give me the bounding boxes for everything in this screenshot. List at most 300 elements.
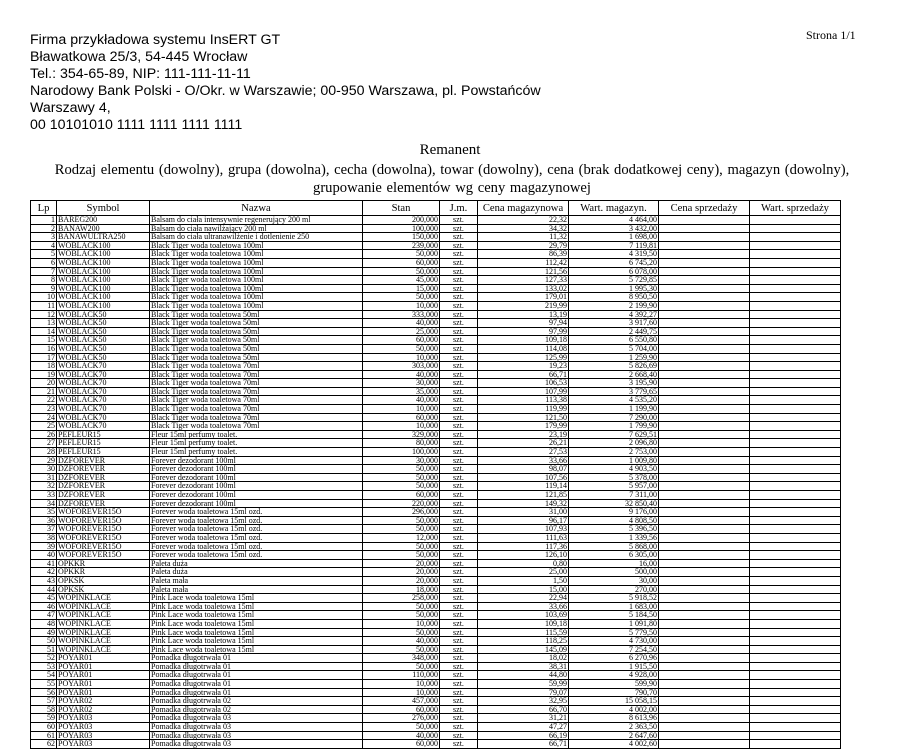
cell-lp: 47 [31,611,57,620]
table-row [31,508,841,517]
cell-sale-price [659,344,750,353]
cell-warehouse-value: 1 009,80 [569,456,659,465]
cell-warehouse-price: 107,93 [478,525,569,534]
cell-name: Black Tiger woda toaletowa 70ml [150,422,363,431]
cell-warehouse-value: 6 745,20 [569,258,659,267]
cell-lp: 18 [31,362,57,371]
cell-warehouse-value: 270,00 [569,585,659,594]
table-row [31,637,841,646]
cell-sale-value [750,662,841,671]
cell-symbol: WOBLACK100 [57,284,150,293]
cell-unit: szt. [440,628,478,637]
cell-unit: szt. [440,224,478,233]
cell-lp: 35 [31,508,57,517]
table-row [31,680,841,689]
cell-lp: 41 [31,559,57,568]
table-row [31,473,841,482]
cell-sale-price [659,619,750,628]
cell-quantity: 50,000 [363,723,440,732]
cell-warehouse-value: 2 753,00 [569,448,659,457]
cell-sale-price [659,216,750,225]
cell-unit: szt. [440,688,478,697]
cell-symbol: WOFOREVER15O [57,508,150,517]
cell-quantity: 10,000 [363,422,440,431]
cell-warehouse-value: 4 535,20 [569,396,659,405]
cell-symbol: WOPINKLACE [57,602,150,611]
column-header-quantity: Stan [363,201,440,216]
cell-unit: szt. [440,482,478,491]
column-header-lp: Lp [31,201,57,216]
cell-unit: szt. [440,456,478,465]
cell-name: Black Tiger woda toaletowa 50ml [150,327,363,336]
cell-quantity: 150,000 [363,233,440,242]
table-row [31,705,841,714]
cell-symbol: POYAR03 [57,714,150,723]
cell-quantity: 10,000 [363,405,440,414]
cell-name: Pink Lace woda toaletowa 15ml [150,637,363,646]
cell-sale-value [750,379,841,388]
cell-lp: 59 [31,714,57,723]
cell-warehouse-value: 2 096,80 [569,439,659,448]
cell-sale-value [750,293,841,302]
cell-symbol: WOBLACK50 [57,327,150,336]
cell-quantity: 50,000 [363,267,440,276]
cell-name: Forever woda toaletowa 15ml ozd. [150,525,363,534]
cell-sale-value [750,611,841,620]
cell-unit: szt. [440,465,478,474]
cell-sale-price [659,628,750,637]
cell-lp: 53 [31,662,57,671]
cell-quantity: 50,000 [363,628,440,637]
table-row [31,568,841,577]
cell-sale-value [750,439,841,448]
cell-name: Balsam do ciała intensywnie regenerujący 200 ml [150,216,363,225]
cell-warehouse-price: 98,07 [478,465,569,474]
cell-name: Paleta mała [150,576,363,585]
cell-symbol: DZFOREVER [57,473,150,482]
cell-quantity: 296,000 [363,508,440,517]
cell-warehouse-value: 7 254,50 [569,645,659,654]
cell-quantity: 50,000 [363,602,440,611]
cell-unit: szt. [440,267,478,276]
cell-sale-price [659,276,750,285]
cell-warehouse-price: 125,99 [478,353,569,362]
cell-name: Pink Lace woda toaletowa 15ml [150,628,363,637]
cell-name: Black Tiger woda toaletowa 100ml [150,293,363,302]
cell-name: Pomadka długotrwała 03 [150,740,363,749]
cell-name: Black Tiger woda toaletowa 50ml [150,336,363,345]
cell-lp: 9 [31,284,57,293]
cell-quantity: 20,000 [363,559,440,568]
cell-unit: szt. [440,216,478,225]
cell-unit: szt. [440,576,478,585]
table-row [31,533,841,542]
cell-symbol: WOPINKLACE [57,637,150,646]
cell-sale-price [659,491,750,500]
cell-sale-value [750,353,841,362]
cell-symbol: WOBLACK70 [57,362,150,371]
cell-sale-price [659,465,750,474]
cell-symbol: WOBLACK100 [57,301,150,310]
cell-quantity: 50,000 [363,542,440,551]
cell-sale-price [659,740,750,749]
table-row [31,688,841,697]
cell-lp: 13 [31,319,57,328]
cell-lp: 56 [31,688,57,697]
table-row [31,714,841,723]
cell-quantity: 40,000 [363,319,440,328]
cell-sale-price [659,688,750,697]
cell-warehouse-price: 34,32 [478,224,569,233]
cell-sale-price [659,267,750,276]
cell-symbol: WOBLACK70 [57,387,150,396]
table-header-row [31,201,841,216]
cell-lp: 29 [31,456,57,465]
cell-name: Pink Lace woda toaletowa 15ml [150,645,363,654]
cell-unit: szt. [440,258,478,267]
table-row [31,525,841,534]
cell-unit: szt. [440,508,478,517]
cell-name: Black Tiger woda toaletowa 70ml [150,370,363,379]
cell-warehouse-value: 7 119,81 [569,241,659,250]
table-row [31,396,841,405]
cell-warehouse-price: 13,19 [478,310,569,319]
cell-sale-price [659,456,750,465]
cell-symbol: OPKKR [57,568,150,577]
cell-quantity: 60,000 [363,740,440,749]
table-row [31,611,841,620]
cell-quantity: 10,000 [363,688,440,697]
cell-lp: 52 [31,654,57,663]
cell-lp: 15 [31,336,57,345]
cell-name: Pomadka długotrwała 01 [150,654,363,663]
cell-warehouse-price: 26,21 [478,439,569,448]
cell-sale-value [750,714,841,723]
cell-lp: 21 [31,387,57,396]
cell-unit: szt. [440,602,478,611]
cell-symbol: WOBLACK50 [57,344,150,353]
cell-symbol: WOFOREVER15O [57,533,150,542]
cell-quantity: 60,000 [363,258,440,267]
cell-sale-value [750,619,841,628]
cell-warehouse-value: 3 432,00 [569,224,659,233]
cell-warehouse-value: 6 550,80 [569,336,659,345]
cell-sale-price [659,473,750,482]
cell-warehouse-price: 179,01 [478,293,569,302]
cell-unit: szt. [440,611,478,620]
cell-symbol: POYAR01 [57,688,150,697]
cell-quantity: 10,000 [363,680,440,689]
cell-warehouse-price: 97,99 [478,327,569,336]
cell-lp: 55 [31,680,57,689]
cell-warehouse-value: 1 199,90 [569,405,659,414]
cell-warehouse-value: 6 305,00 [569,551,659,560]
cell-warehouse-price: 66,70 [478,705,569,714]
cell-warehouse-value: 5 729,85 [569,276,659,285]
cell-lp: 14 [31,327,57,336]
cell-warehouse-price: 118,25 [478,637,569,646]
cell-symbol: PEFLEUR15 [57,448,150,457]
cell-quantity: 457,000 [363,697,440,706]
cell-warehouse-price: 15,00 [478,585,569,594]
cell-warehouse-value: 790,70 [569,688,659,697]
cell-sale-price [659,516,750,525]
cell-sale-value [750,465,841,474]
cell-warehouse-value: 2 363,50 [569,723,659,732]
cell-symbol: POYAR01 [57,680,150,689]
cell-name: Forever dezodorant 100ml [150,482,363,491]
cell-warehouse-value: 500,00 [569,568,659,577]
cell-unit: szt. [440,473,478,482]
cell-sale-value [750,430,841,439]
cell-sale-value [750,533,841,542]
cell-warehouse-price: 119,99 [478,405,569,414]
cell-lp: 51 [31,645,57,654]
cell-sale-price [659,671,750,680]
cell-sale-value [750,387,841,396]
cell-sale-value [750,688,841,697]
cell-warehouse-price: 126,10 [478,551,569,560]
cell-symbol: WOPINKLACE [57,594,150,603]
cell-sale-price [659,413,750,422]
cell-symbol: WOBLACK100 [57,250,150,259]
cell-warehouse-value: 6 270,96 [569,654,659,663]
cell-sale-value [750,310,841,319]
cell-symbol: WOFOREVER15O [57,516,150,525]
cell-lp: 2 [31,224,57,233]
cell-symbol: BANAWULTRA250 [57,233,150,242]
cell-quantity: 239,000 [363,241,440,250]
table-row [31,362,841,371]
cell-sale-price [659,379,750,388]
cell-quantity: 40,000 [363,731,440,740]
cell-warehouse-price: 133,02 [478,284,569,293]
cell-sale-value [750,362,841,371]
table-row [31,241,841,250]
cell-unit: szt. [440,645,478,654]
cell-lp: 23 [31,405,57,414]
table-row [31,336,841,345]
cell-unit: szt. [440,336,478,345]
cell-lp: 19 [31,370,57,379]
cell-warehouse-price: 11,32 [478,233,569,242]
cell-quantity: 50,000 [363,250,440,259]
cell-name: Black Tiger woda toaletowa 100ml [150,241,363,250]
cell-symbol: PEFLEUR15 [57,430,150,439]
cell-warehouse-price: 0,80 [478,559,569,568]
cell-sale-value [750,276,841,285]
cell-sale-price [659,662,750,671]
cell-symbol: WOBLACK100 [57,267,150,276]
column-header-warehouse-value: Wart. magazyn. [569,201,659,216]
cell-unit: szt. [440,430,478,439]
cell-sale-value [750,723,841,732]
cell-unit: szt. [440,387,478,396]
cell-symbol: OPKKR [57,559,150,568]
table-row [31,723,841,732]
cell-warehouse-value: 1 259,90 [569,353,659,362]
cell-quantity: 50,000 [363,473,440,482]
cell-warehouse-value: 1 339,56 [569,533,659,542]
cell-sale-value [750,301,841,310]
cell-sale-price [659,731,750,740]
cell-warehouse-value: 8 613,96 [569,714,659,723]
cell-name: Fleur 15ml perfumy toalet. [150,430,363,439]
cell-warehouse-price: 114,08 [478,344,569,353]
cell-symbol: POYAR01 [57,662,150,671]
cell-symbol: OPKSK [57,585,150,594]
cell-quantity: 100,000 [363,224,440,233]
cell-sale-value [750,482,841,491]
table-row [31,319,841,328]
cell-sale-value [750,448,841,457]
cell-symbol: WOPINKLACE [57,628,150,637]
cell-symbol: WOBLACK70 [57,370,150,379]
cell-sale-value [750,516,841,525]
cell-warehouse-value: 1 091,80 [569,619,659,628]
cell-quantity: 50,000 [363,662,440,671]
cell-unit: szt. [440,723,478,732]
cell-quantity: 20,000 [363,576,440,585]
cell-quantity: 100,000 [363,448,440,457]
cell-warehouse-price: 121,50 [478,413,569,422]
cell-sale-price [659,396,750,405]
cell-sale-price [659,370,750,379]
cell-quantity: 15,000 [363,284,440,293]
cell-unit: szt. [440,680,478,689]
cell-lp: 46 [31,602,57,611]
table-row [31,731,841,740]
cell-quantity: 40,000 [363,370,440,379]
cell-warehouse-price: 25,00 [478,568,569,577]
cell-warehouse-value: 4 928,00 [569,671,659,680]
cell-name: Paleta duża [150,568,363,577]
cell-warehouse-value: 1 698,00 [569,233,659,242]
cell-lp: 34 [31,499,57,508]
cell-warehouse-value: 2 449,75 [569,327,659,336]
cell-warehouse-value: 3 195,90 [569,379,659,388]
cell-symbol: POYAR02 [57,697,150,706]
cell-unit: szt. [440,594,478,603]
table-row [31,576,841,585]
cell-sale-value [750,422,841,431]
cell-quantity: 333,000 [363,310,440,319]
cell-quantity: 110,000 [363,671,440,680]
cell-sale-value [750,284,841,293]
cell-unit: szt. [440,705,478,714]
cell-unit: szt. [440,405,478,414]
cell-name: Paleta duża [150,559,363,568]
cell-unit: szt. [440,448,478,457]
cell-sale-value [750,336,841,345]
table-row [31,465,841,474]
cell-sale-price [659,448,750,457]
cell-symbol: POYAR01 [57,671,150,680]
cell-warehouse-value: 4 319,50 [569,250,659,259]
cell-lp: 26 [31,430,57,439]
cell-warehouse-price: 22,94 [478,594,569,603]
cell-sale-value [750,491,841,500]
cell-quantity: 80,000 [363,439,440,448]
cell-sale-value [750,576,841,585]
cell-symbol: DZFOREVER [57,499,150,508]
cell-name: Pomadka długotrwała 03 [150,723,363,732]
cell-lp: 12 [31,310,57,319]
cell-sale-price [659,559,750,568]
cell-symbol: DZFOREVER [57,456,150,465]
cell-warehouse-value: 4 464,00 [569,216,659,225]
cell-name: Pomadka długotrwała 01 [150,680,363,689]
cell-lp: 48 [31,619,57,628]
cell-unit: szt. [440,284,478,293]
cell-quantity: 348,000 [363,654,440,663]
cell-lp: 37 [31,525,57,534]
table-row [31,448,841,457]
cell-warehouse-price: 97,94 [478,319,569,328]
cell-quantity: 60,000 [363,705,440,714]
cell-sale-value [750,645,841,654]
cell-sale-price [659,594,750,603]
cell-name: Pomadka długotrwała 02 [150,697,363,706]
report-title: Remanent [419,142,481,158]
cell-sale-value [750,559,841,568]
cell-sale-value [750,327,841,336]
table-row [31,602,841,611]
table-row [31,422,841,431]
cell-sale-price [659,611,750,620]
cell-sale-price [659,258,750,267]
cell-lp: 11 [31,301,57,310]
table-row [31,499,841,508]
cell-lp: 45 [31,594,57,603]
table-row [31,551,841,560]
cell-name: Black Tiger woda toaletowa 50ml [150,353,363,362]
cell-lp: 33 [31,491,57,500]
cell-warehouse-price: 103,69 [478,611,569,620]
cell-name: Fleur 15ml perfumy toalet. [150,448,363,457]
cell-unit: szt. [440,276,478,285]
cell-quantity: 329,000 [363,430,440,439]
cell-lp: 20 [31,379,57,388]
cell-name: Forever woda toaletowa 15ml ozd. [150,508,363,517]
cell-unit: szt. [440,637,478,646]
cell-quantity: 220,000 [363,499,440,508]
cell-warehouse-price: 66,71 [478,740,569,749]
cell-warehouse-value: 5 704,00 [569,344,659,353]
cell-warehouse-value: 5 826,69 [569,362,659,371]
cell-sale-price [659,284,750,293]
cell-sale-price [659,499,750,508]
cell-lp: 7 [31,267,57,276]
cell-unit: szt. [440,370,478,379]
cell-symbol: WOPINKLACE [57,645,150,654]
cell-unit: szt. [440,559,478,568]
cell-unit: szt. [440,344,478,353]
cell-sale-price [659,250,750,259]
cell-lp: 58 [31,705,57,714]
cell-warehouse-value: 5 396,50 [569,525,659,534]
cell-name: Pink Lace woda toaletowa 15ml [150,611,363,620]
cell-lp: 17 [31,353,57,362]
cell-name: Forever woda toaletowa 15ml ozd. [150,533,363,542]
cell-sale-value [750,396,841,405]
cell-sale-value [750,551,841,560]
cell-unit: szt. [440,697,478,706]
cell-unit: szt. [440,293,478,302]
cell-unit: szt. [440,568,478,577]
cell-warehouse-value: 2 199,90 [569,301,659,310]
cell-symbol: WOBLACK100 [57,241,150,250]
